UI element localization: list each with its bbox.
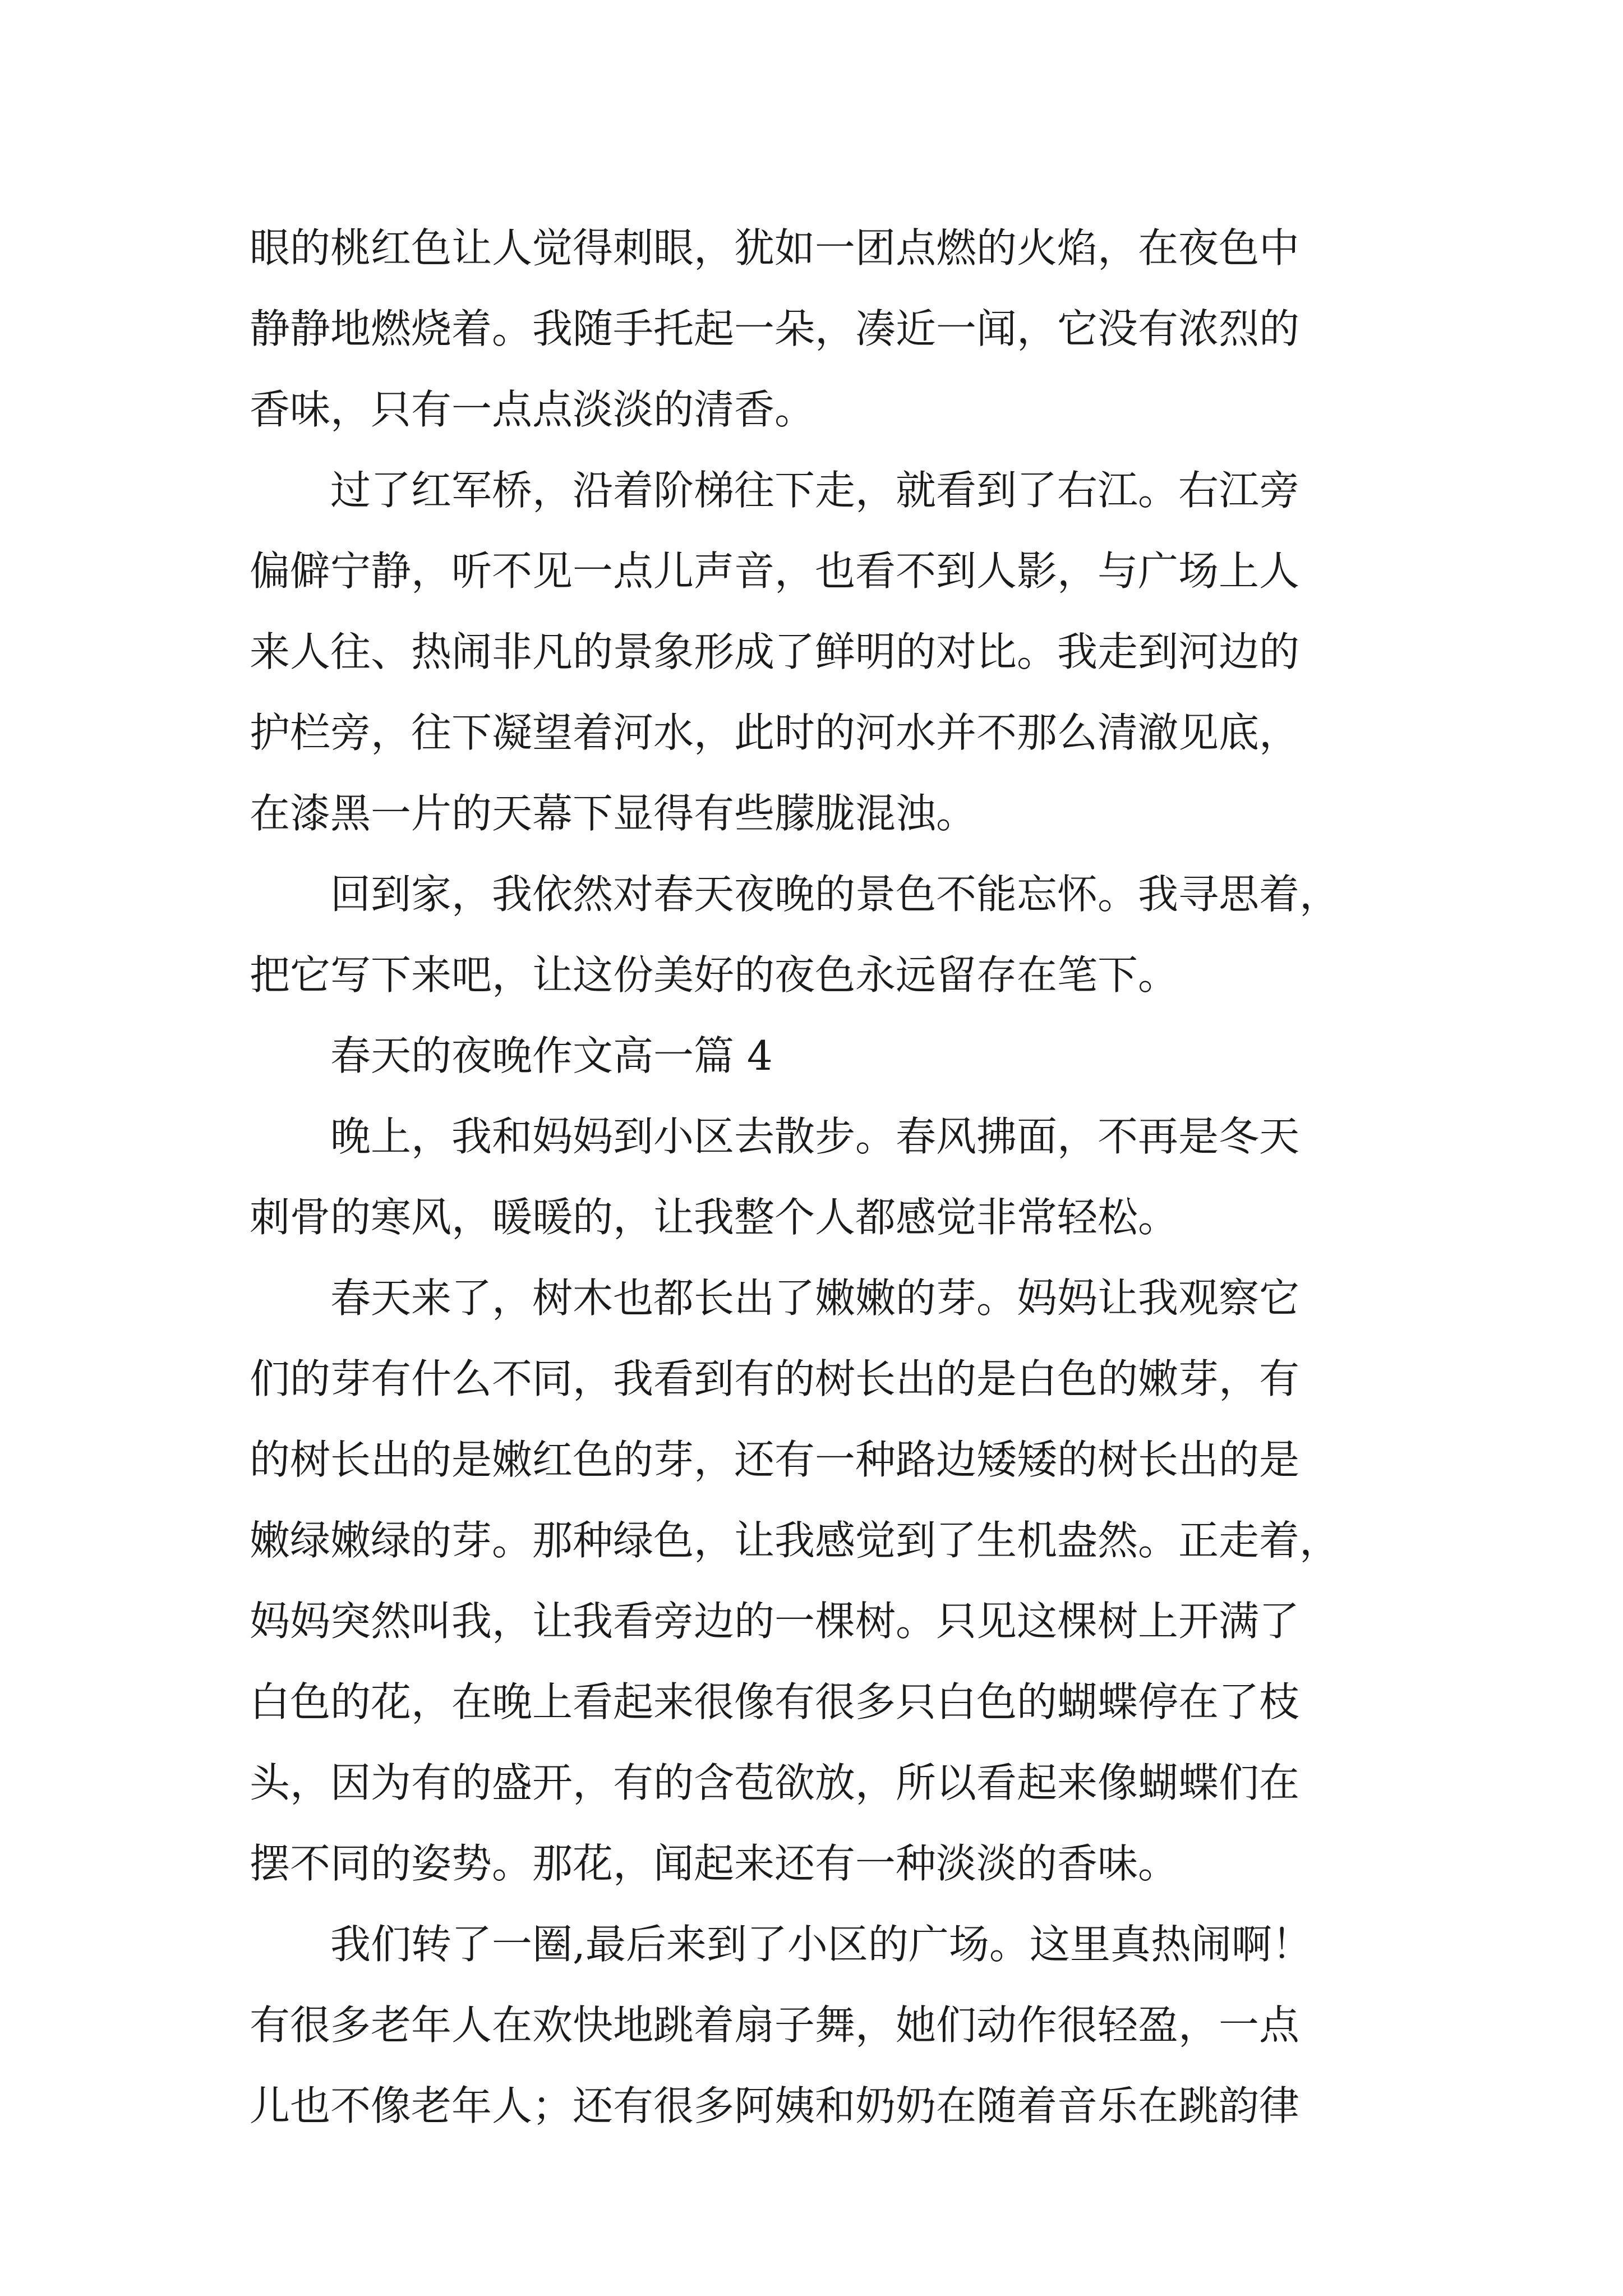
text-line: 偏僻宁静，听不见一点儿声音，也看不到人影，与广场上人 — [250, 547, 1300, 595]
text-line: 香味，只有一点点淡淡的清香。 — [250, 386, 815, 433]
body-text — [250, 208, 1394, 2146]
text-line: 静静地燃烧着。我随手托起一朵，凑近一闻，它没有浓烈的 — [250, 305, 1300, 352]
text-line: 晚上，我和妈妈到小区去散步。春风拂面，不再是冬天 — [250, 1113, 1300, 1160]
text-line: 嫩绿嫩绿的芽。那种绿色，让我感觉到了生机盎然。正走着， — [250, 1517, 1340, 1564]
text-line: 白色的花，在晚上看起来很像有很多只白色的蝴蝶停在了枝 — [250, 1678, 1300, 1726]
text-line: 护栏旁，往下凝望着河水，此时的河水并不那么清澈见底， — [250, 709, 1300, 756]
text-line: 在漆黑一片的天幕下显得有些朦胧混浊。 — [250, 790, 977, 837]
text-line: 我们转了一圈,最后来到了小区的广场。这里真热闹啊！ — [250, 1921, 1312, 1968]
section-heading: 春天的夜晚作文高一篇 4 — [250, 1032, 773, 1079]
text-line: 头，因为有的盛开，有的含苞欲放，所以看起来像蝴蝶们在 — [250, 1759, 1300, 1806]
text-line: 有很多老年人在欢快地跳着扇子舞，她们动作很轻盈，一点 — [250, 2001, 1300, 2049]
text-line: 回到家，我依然对春天夜晚的景色不能忘怀。我寻思着， — [250, 871, 1340, 918]
text-line: 妈妈突然叫我，让我看旁边的一棵树。只见这棵树上开满了 — [250, 1598, 1300, 1645]
text-line: 摆不同的姿势。那花，闻起来还有一种淡淡的香味。 — [250, 1840, 1179, 1887]
text-line: 春天来了，树木也都长出了嫩嫩的芽。妈妈让我观察它 — [250, 1274, 1300, 1322]
text-line: 们的芽有什么不同，我看到有的树长出的是白色的嫩芽，有 — [250, 1355, 1300, 1402]
text-line: 的树长出的是嫩红色的芽，还有一种路边矮矮的树长出的是 — [250, 1436, 1300, 1483]
text-line: 过了红军桥，沿着阶梯往下走，就看到了右江。右江旁 — [250, 467, 1300, 514]
text-line: 儿也不像老年人；还有很多阿姨和奶奶在随着音乐在跳韵律 — [250, 2082, 1300, 2129]
text-line: 把它写下来吧，让这份美好的夜色永远留存在笔下。 — [250, 951, 1179, 999]
text-line: 来人往、热闹非凡的景象形成了鲜明的对比。我走到河边的 — [250, 628, 1300, 675]
text-line: 眼的桃红色让人觉得刺眼，犹如一团点燃的火焰，在夜色中 — [250, 224, 1300, 272]
text-line: 刺骨的寒风，暖暖的，让我整个人都感觉非常轻松。 — [250, 1194, 1179, 1241]
